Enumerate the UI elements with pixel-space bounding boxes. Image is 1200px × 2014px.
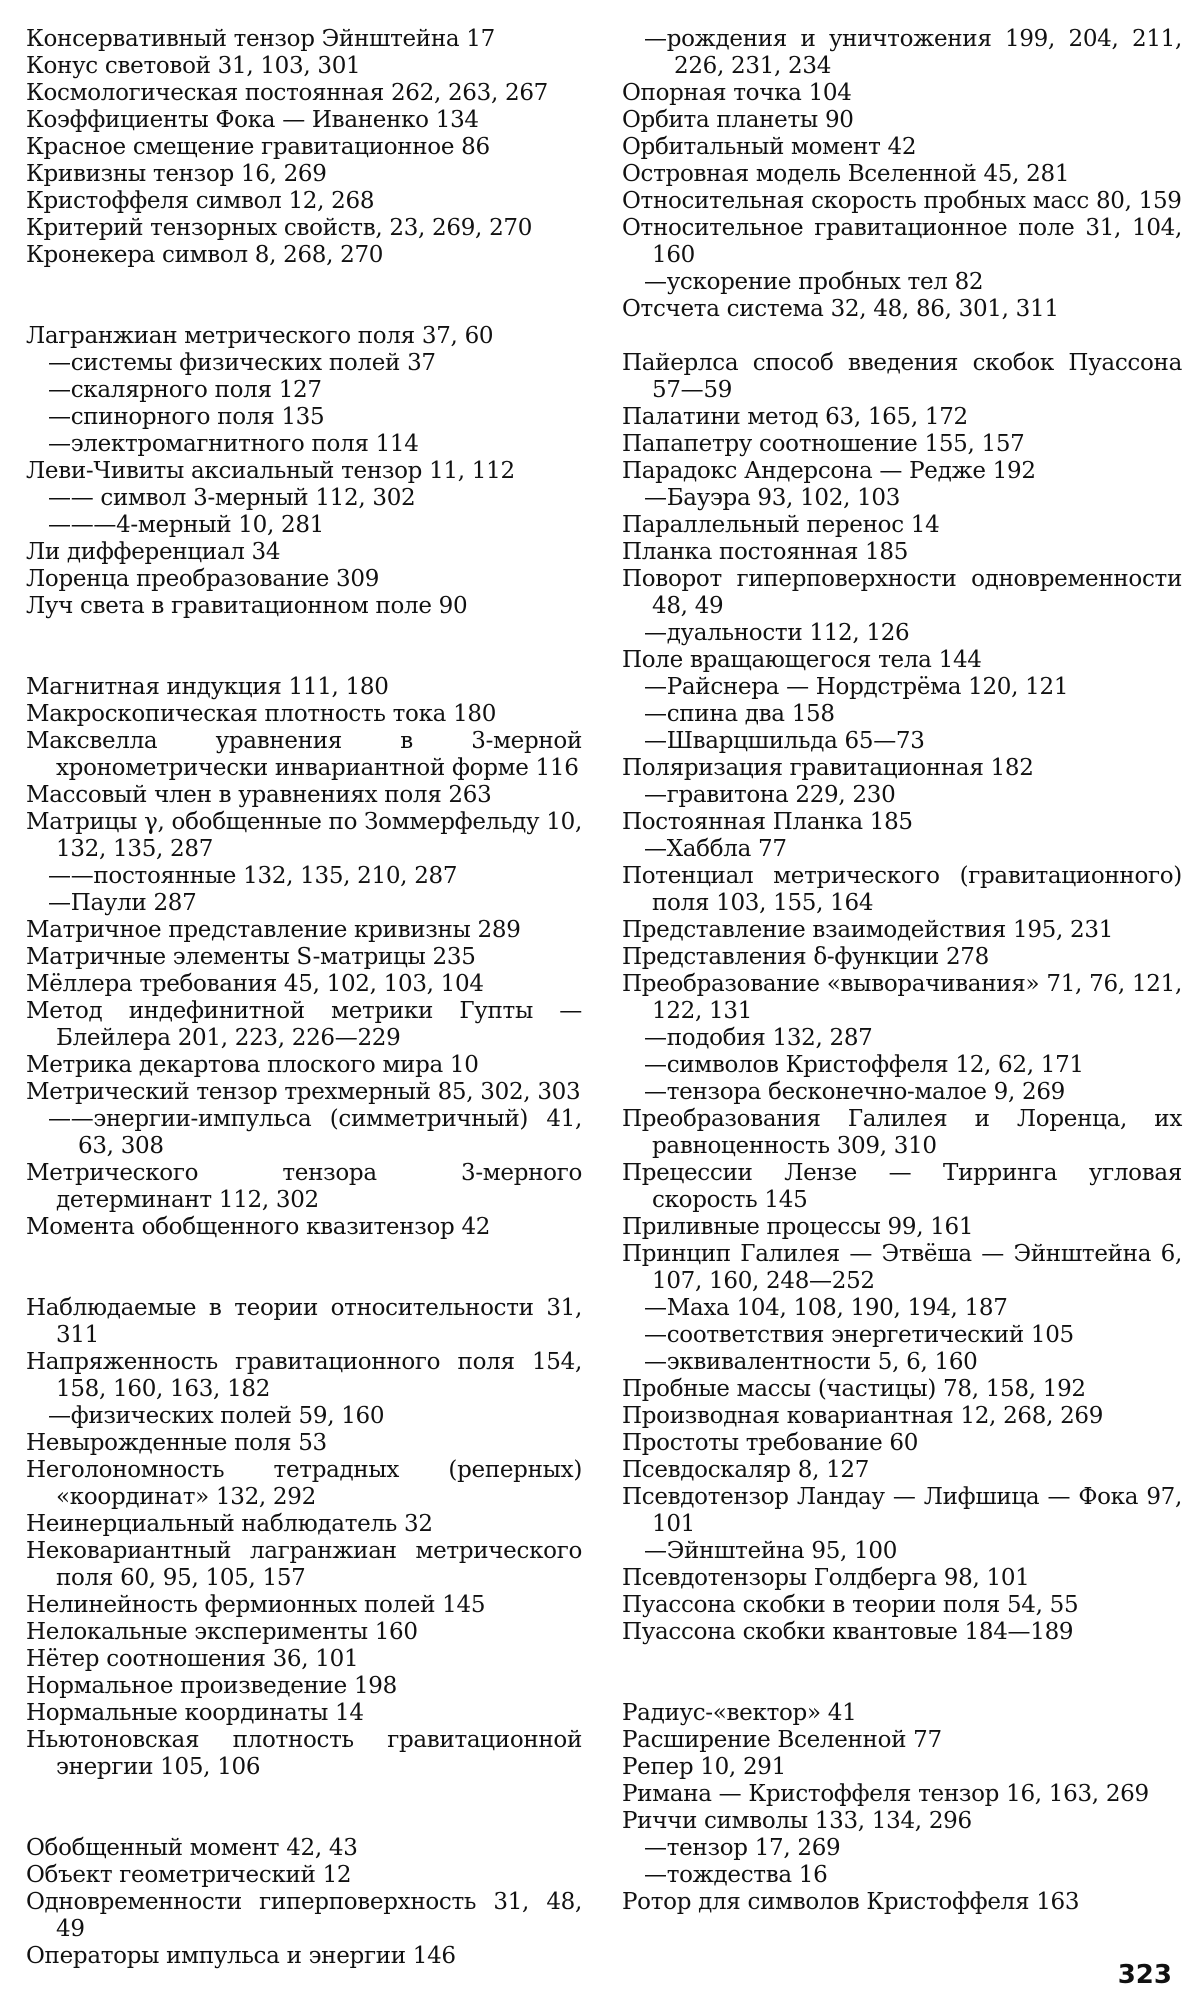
index-entry: Объект геометрический 12 bbox=[26, 1862, 352, 1888]
section-gap bbox=[26, 1781, 582, 1835]
index-subentry: —соответствия энергетический 105 bbox=[644, 1322, 1074, 1348]
index-entry: Опорная точка 104 bbox=[622, 80, 852, 106]
section-gap bbox=[26, 620, 582, 674]
index-entry: Массовый член в уравнениях поля 263 bbox=[26, 782, 492, 808]
index-entry: Псевдотензоры Голдберга 98, 101 bbox=[622, 1565, 1030, 1591]
index-subentry: —тензор 17, 269 bbox=[644, 1835, 841, 1861]
index-entry: Невырожденные поля 53 bbox=[26, 1430, 327, 1456]
index-entry: Представление взаимодействия 195, 231 bbox=[622, 917, 1114, 943]
index-entry: Потенциал метрического (гравитационного) поля 103, 155, 164 bbox=[622, 863, 1182, 916]
index-subentry: —физических полей 59, 160 bbox=[48, 1403, 385, 1429]
index-entry: Относительное гравитационное поле 31, 104, 160 bbox=[622, 215, 1182, 268]
index-entry: Римана — Кристоффеля тензор 16, 163, 269 bbox=[622, 1781, 1149, 1807]
index-entry: Метод индефинитной метрики Гупты — Блейлера 201, 223, 226—229 bbox=[26, 998, 582, 1051]
index-entry: Метрического тензора 3-мерного детерминант 112, 302 bbox=[26, 1160, 582, 1213]
index-entry: Нётер соотношения 36, 101 bbox=[26, 1646, 359, 1672]
index-subentry: —— символ 3-мерный 112, 302 bbox=[48, 485, 416, 511]
index-entry: Простоты требование 60 bbox=[622, 1430, 919, 1456]
index-entry: Конус световой 31, 103, 301 bbox=[26, 53, 361, 79]
index-entry: Нормальные координаты 14 bbox=[26, 1700, 364, 1726]
index-entry: Риччи символы 133, 134, 296 bbox=[622, 1808, 972, 1834]
index-entry: Поле вращающегося тела 144 bbox=[622, 647, 982, 673]
index-entry: Пуассона скобки квантовые 184—189 bbox=[622, 1619, 1074, 1645]
index-subentry: —Эйнштейна 95, 100 bbox=[644, 1538, 898, 1564]
index-subentry: ——энергии-импульса (симметричный) 41, 63, 308 bbox=[48, 1106, 582, 1159]
index-subentry: —дуальности 112, 126 bbox=[644, 620, 910, 646]
index-entry: Матричное представление кривизны 289 bbox=[26, 917, 521, 943]
index-subentry: —Хаббла 77 bbox=[644, 836, 787, 862]
index-entry: Неинерциальный наблюдатель 32 bbox=[26, 1511, 433, 1537]
index-entry: Папапетру соотношение 155, 157 bbox=[622, 431, 1025, 457]
index-entry: Постоянная Планка 185 bbox=[622, 809, 913, 835]
index-entry: Пробные массы (частицы) 78, 158, 192 bbox=[622, 1376, 1086, 1402]
index-entry: Луч света в гравитационном поле 90 bbox=[26, 593, 468, 619]
index-entry: Пайерлса способ введения скобок Пуассона 57—59 bbox=[622, 350, 1182, 403]
index-entry: Нековариантный лагранжиан метрического поля 60, 95, 105, 157 bbox=[26, 1538, 582, 1591]
index-entry: Относительная скорость пробных масс 80, 159 bbox=[622, 188, 1182, 214]
index-entry: Пуассона скобки в теории поля 54, 55 bbox=[622, 1592, 1079, 1618]
index-entry: Неголономность тетрадных (реперных) «координат» 132, 292 bbox=[26, 1457, 582, 1510]
index-entry: Леви-Чивиты аксиальный тензор 11, 112 bbox=[26, 458, 515, 484]
index-subentry: —Паули 287 bbox=[48, 890, 197, 916]
index-subentry: —тензора бесконечно-малое 9, 269 bbox=[644, 1079, 1065, 1105]
index-entry: Метрика декартова плоского мира 10 bbox=[26, 1052, 479, 1078]
index-subentry: —спинорного поля 135 bbox=[48, 404, 325, 430]
index-subentry: —Бауэра 93, 102, 103 bbox=[644, 485, 901, 511]
index-entry: Отсчета система 32, 48, 86, 301, 311 bbox=[622, 296, 1059, 322]
index-entry: Кристоффеля символ 12, 268 bbox=[26, 188, 375, 214]
index-entry: Мёллера требования 45, 102, 103, 104 bbox=[26, 971, 484, 997]
index-entry: Палатини метод 63, 165, 172 bbox=[622, 404, 968, 430]
index-subentry: —символов Кристоффеля 12, 62, 171 bbox=[644, 1052, 1084, 1078]
index-entry: Наблюдаемые в теории относительности 31, 311 bbox=[26, 1295, 582, 1348]
index-entry: Приливные процессы 99, 161 bbox=[622, 1214, 974, 1240]
index-entry: Преобразования Галилея и Лоренца, их равноценность 309, 310 bbox=[622, 1106, 1182, 1159]
index-entry: Орбитальный момент 42 bbox=[622, 134, 917, 160]
index-entry: Нелокальные эксперименты 160 bbox=[26, 1619, 418, 1645]
index-entry: Орбита планеты 90 bbox=[622, 107, 854, 133]
index-subentry: ———4-мерный 10, 281 bbox=[48, 512, 324, 538]
index-entry: Лагранжиан метрического поля 37, 60 bbox=[26, 323, 494, 349]
index-entry: Расширение Вселенной 77 bbox=[622, 1727, 942, 1753]
index-entry: Псевдотензор Ландау — Лифшица — Фока 97, 101 bbox=[622, 1484, 1182, 1537]
index-entry: Репер 10, 291 bbox=[622, 1754, 786, 1780]
index-subentry: —ускорение пробных тел 82 bbox=[644, 269, 984, 295]
index-entry: Поляризация гравитационная 182 bbox=[622, 755, 1034, 781]
index-subentry: —системы физических полей 37 bbox=[48, 350, 436, 376]
index-entry: Псевдоскаляр 8, 127 bbox=[622, 1457, 870, 1483]
index-entry: Нормальное произведение 198 bbox=[26, 1673, 397, 1699]
index-entry: Кривизны тензор 16, 269 bbox=[26, 161, 327, 187]
index-entry: Планка постоянная 185 bbox=[622, 539, 909, 565]
index-entry: Макроскопическая плотность тока 180 bbox=[26, 701, 497, 727]
index-entry: Поворот гиперповерхности одновременности 48, 49 bbox=[622, 566, 1182, 619]
index-entry: Радиус-«вектор» 41 bbox=[622, 1700, 857, 1726]
index-subentry: —скалярного поля 127 bbox=[48, 377, 322, 403]
index-entry: Нелинейность фермионных полей 145 bbox=[26, 1592, 486, 1618]
index-entry: Преобразование «выворачивания» 71, 76, 121, 122, 131 bbox=[622, 971, 1182, 1024]
section-gap bbox=[622, 323, 1182, 350]
index-subentry: —тождества 16 bbox=[644, 1862, 828, 1888]
index-entry: Максвелла уравнения в 3-мерной хронометрически инвариантной форме 116 bbox=[26, 728, 582, 781]
index-entry: Производная ковариантная 12, 268, 269 bbox=[622, 1403, 1104, 1429]
index-entry: Прецессии Лензе — Тирринга угловая скорость 145 bbox=[622, 1160, 1182, 1213]
index-column-right bbox=[622, 26, 1182, 1916]
index-entry: Принцип Галилея — Этвёша — Эйнштейна 6, 107, 160, 248—252 bbox=[622, 1241, 1182, 1294]
index-entry: Красное смещение гравитационное 86 bbox=[26, 134, 490, 160]
index-entry: Космологическая постоянная 262, 263, 267 bbox=[26, 80, 548, 106]
index-entry: Параллельный перенос 14 bbox=[622, 512, 940, 538]
index-entry: Ротор для символов Кристоффеля 163 bbox=[622, 1889, 1080, 1915]
page-number: 323 bbox=[1117, 1960, 1172, 1990]
index-subentry: —рождения и уничтожения 199, 204, 211, 226, 231, 234 bbox=[644, 26, 1182, 79]
index-entry: Ли дифференциал 34 bbox=[26, 539, 281, 565]
index-subentry: —подобия 132, 287 bbox=[644, 1025, 873, 1051]
index-subentry: ——постоянные 132, 135, 210, 287 bbox=[48, 863, 458, 889]
index-entry: Операторы импульса и энергии 146 bbox=[26, 1943, 456, 1969]
index-subentry: —Райснера — Нордстрёма 120, 121 bbox=[644, 674, 1069, 700]
index-entry: Островная модель Вселенной 45, 281 bbox=[622, 161, 1070, 187]
index-entry: Одновременности гиперповерхность 31, 48, 49 bbox=[26, 1889, 582, 1942]
index-entry: Напряженность гравитационного поля 154, 158, 160, 163, 182 bbox=[26, 1349, 582, 1402]
section-gap bbox=[622, 1646, 1182, 1700]
index-subentry: —эквивалентности 5, 6, 160 bbox=[644, 1349, 978, 1375]
index-column-left bbox=[26, 26, 582, 1970]
index-entry: Матрицы γ, обобщенные по Зоммерфельду 10, 132, 135, 287 bbox=[26, 809, 582, 862]
section-gap bbox=[26, 269, 582, 323]
section-gap bbox=[26, 1241, 582, 1295]
index-subentry: —Шварцшильда 65—73 bbox=[644, 728, 925, 754]
index-subentry: —спина два 158 bbox=[644, 701, 835, 727]
index-entry: Обобщенный момент 42, 43 bbox=[26, 1835, 358, 1861]
index-entry: Парадокс Андерсона — Редже 192 bbox=[622, 458, 1036, 484]
index-subentry: —Маха 104, 108, 190, 194, 187 bbox=[644, 1295, 1008, 1321]
index-entry: Консервативный тензор Эйнштейна 17 bbox=[26, 26, 495, 52]
index-entry: Магнитная индукция 111, 180 bbox=[26, 674, 389, 700]
index-entry: Момента обобщенного квазитензор 42 bbox=[26, 1214, 491, 1240]
index-entry: Коэффициенты Фока — Иваненко 134 bbox=[26, 107, 479, 133]
index-entry: Представления δ-функции 278 bbox=[622, 944, 989, 970]
index-subentry: —электромагнитного поля 114 bbox=[48, 431, 419, 457]
index-entry: Критерий тензорных свойств, 23, 269, 270 bbox=[26, 215, 533, 241]
index-entry: Лоренца преобразование 309 bbox=[26, 566, 380, 592]
index-subentry: —гравитона 229, 230 bbox=[644, 782, 896, 808]
index-entry: Матричные элементы S-матрицы 235 bbox=[26, 944, 476, 970]
index-entry: Кронекера символ 8, 268, 270 bbox=[26, 242, 384, 268]
index-entry: Метрический тензор трехмерный 85, 302, 303 bbox=[26, 1079, 581, 1105]
index-entry: Ньютоновская плотность гравитационной энергии 105, 106 bbox=[26, 1727, 582, 1780]
